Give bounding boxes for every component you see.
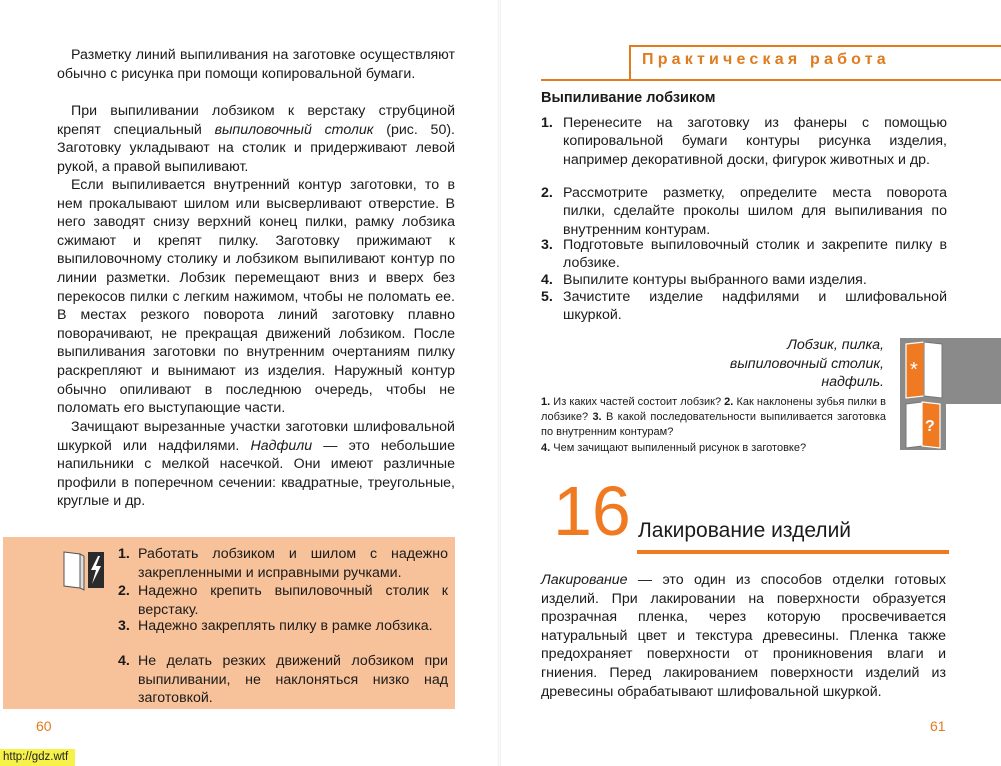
paragraph-marking: Разметку линий выпиливания на заготовке осуществляют обычно с рисунка при помощи копировальной бумаги. — [57, 47, 455, 82]
watermark: http://gdz.wtf — [0, 749, 75, 766]
step-3: 3. Подготовьте выпиловочный столик и закрепите пилку в лобзике. — [541, 237, 947, 272]
safety-rule-4: 4. Не делать резких движений лобзиком при выпиливании, не наклоняться низко над заготовкой. — [118, 653, 448, 707]
chapter-divider — [637, 550, 949, 554]
safety-rule-2: 2. Надежно крепить выпиловочный столик к верстаку. — [118, 583, 448, 618]
questions-icon-block — [900, 400, 946, 450]
paragraph-lacquering: Лакирование — это один из способов отделки готовых изделий. При лакировании на поверхности образуется прозрачная пленка, через которую просвечивается натуральный цвет и текстура древесины. Пленка также предохраняет поверхности от проникновения влаги и гниения. Перед лакированием поверхности изделий из древесины обрабатывают шлифовальной шкуркой. — [541, 572, 946, 700]
chapter-number: 16 — [553, 472, 631, 550]
step-4: 4. Выпилите контуры выбранного вами изделия. — [541, 272, 867, 288]
book-star-icon — [900, 338, 1001, 404]
page-number-left: 60 — [36, 718, 52, 734]
term-nadfili: Надфили — [250, 437, 313, 454]
practical-work-subtitle: Выпиливание лобзиком — [541, 90, 716, 106]
paragraph-inner-contour: Если выпиливается внутренний контур заготовки, то в нем прокалывают шилом или высверливают отверстие. В него заводят снизу верхний конец пилки, рамку лобзика сжимают и крепят пилку. Заготовку прижимают к выпиловочному столику и лобзиком выпиливают контур по линии разметки. Лобзик перемещают вниз и вверх без перекосов пилки с легким нажимом, чтобы не поломать ее. В местах резкого поворота линий заготовку плавно поворачивают, не прекращая движений лобзиком. После выпиливания заготовки по внутренним очертаниям пилку раскрепляют и вынимают из изделия. Наружный контур обычно опиливают в последнюю очередь, чтобы не поломать его выступающие части. — [57, 177, 455, 417]
tools-icon-block — [900, 338, 1001, 404]
tools-list: Лобзик, пилка, выпиловочный столик, надфиль. — [729, 337, 884, 391]
term-vypilovochnyi-stolik: выпиловочный столик — [214, 121, 374, 138]
step-1: 1. Перенесите на заготовку из фанеры с помощью копировальной бумаги контуры рисунка изделия, например декоративной доски, фигурок животных и др. — [541, 115, 947, 168]
step-2: 2. Рассмотрите разметку, определите места поворота пилки, сделайте проколы шилом для выпиливания по внутренним контурам. — [541, 185, 947, 238]
review-questions: 1. Из каких частей состоит лобзик? 2. Как наклонены зубья пилки в лобзике? 3. В какой последовательности выпиливается заготовка по внутренним контурам? 4. Чем зачищают выпиленный рисунок в заготовке? — [541, 396, 886, 454]
practical-work-title: Практическая работа — [642, 51, 890, 68]
paragraph-cleaning: Зачищают вырезанные участки заготовки шлифовальной шкуркой или надфилями. Надфили — это небольшие напильники с мелкой насечкой. Они имеют различные профили в поперечном сечении: квадратные, треугольные, круглые и др. — [57, 419, 455, 510]
chapter-title: Лакирование изделий — [638, 519, 852, 542]
question-glyph: ? — [925, 418, 935, 435]
step-5: 5. Зачистите изделие надфилями и шлифовальной шкуркой. — [541, 289, 947, 324]
term-lakirovanie: Лакирование — [541, 572, 628, 588]
safety-lightning-book-icon — [62, 548, 106, 592]
practical-work-divider — [541, 79, 1001, 81]
book-question-icon — [900, 400, 946, 450]
star-glyph: * — [910, 359, 918, 381]
page-number-right: 61 — [930, 718, 946, 734]
paragraph-fixing: При выпиливании лобзиком к верстаку струбциной крепят специальный выпиловочный столик (рис. 50). Заготовку укладывают на столик и придерживают левой рукой, а правой выпиливают. — [57, 103, 455, 175]
safety-rule-3: 3. Надежно закреплять пилку в рамке лобзика. — [118, 618, 433, 634]
safety-rule-1: 1. Работать лобзиком и шилом с надежно закрепленными и исправными ручками. — [118, 546, 448, 581]
